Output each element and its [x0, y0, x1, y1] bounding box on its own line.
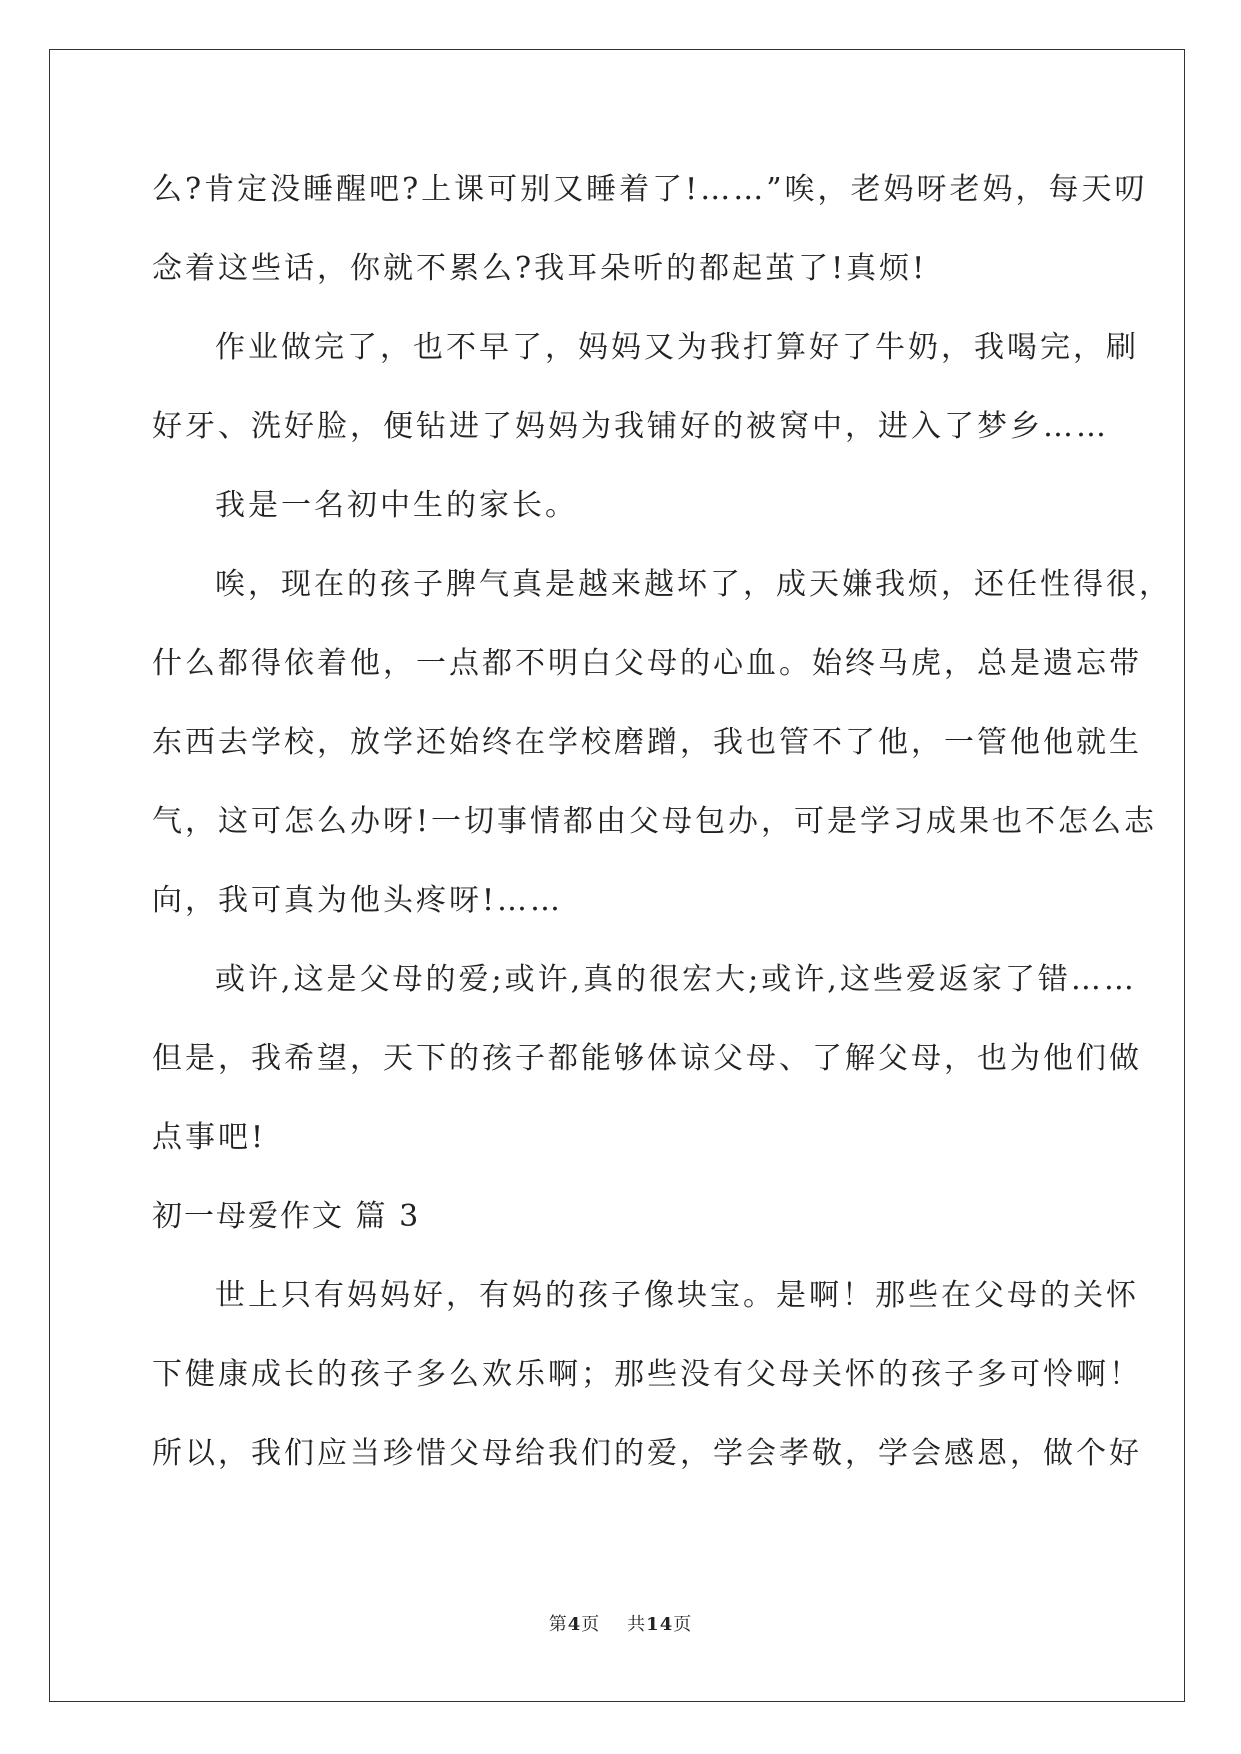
footer-total-suffix: 页: [673, 1614, 693, 1635]
current-page-number: 4: [567, 1614, 582, 1635]
paragraph-start: 作业做完了，也不早了，妈妈又为我打算好了牛奶，我喝完，刷: [215, 330, 1139, 365]
footer-page-suffix: 页: [581, 1614, 601, 1635]
paragraph-start: 或许,这是父母的爱;或许,真的很宏大;或许,这些爱返家了错……: [215, 962, 1137, 997]
text-line: 念着这些话，你就不累么?我耳朵听的都起茧了!真烦!: [152, 251, 928, 286]
total-page-count: 14: [646, 1614, 674, 1635]
text-line: 东西去学校，放学还始终在学校磨蹭，我也管不了他，一管他他就生: [152, 725, 1142, 760]
text-line: 下健康成长的孩子多么欢乐啊；那些没有父母关怀的孩子多可怜啊！: [152, 1357, 1142, 1392]
paragraph-start: 唉，现在的孩子脾气真是越来越坏了，成天嫌我烦，还任性得很，: [215, 567, 1172, 602]
paragraph-start: 世上只有妈妈好，有妈的孩子像块宝。是啊！那些在父母的关怀: [215, 1278, 1139, 1313]
text-line: 气，这可怎么办呀!一切事情都由父母包办，可是学习成果也不怎么志: [152, 804, 1158, 839]
text-line: 点事吧!: [152, 1120, 267, 1155]
text-line: 向，我可真为他头疼呀!……: [152, 883, 564, 918]
section-heading: 初一母爱作文 篇 3: [152, 1199, 421, 1234]
paragraph-start: 我是一名初中生的家长。: [215, 488, 578, 523]
document-body: [152, 150, 1172, 1493]
text-line: 好牙、洗好脸，便钻进了妈妈为我铺好的被窝中，进入了梦乡……: [152, 409, 1109, 444]
page-footer: [0, 1610, 1241, 1636]
text-line: 但是，我希望，天下的孩子都能够体谅父母、了解父母，也为他们做: [152, 1041, 1142, 1076]
text-line: 所以，我们应当珍惜父母给我们的爱，学会孝敬，学会感恩，做个好: [152, 1436, 1142, 1471]
footer-prefix: 第: [548, 1614, 568, 1635]
text-line: 么?肯定没睡醒吧?上课可别又睡着了!……”唉，老妈呀老妈，每天叨: [152, 172, 1148, 207]
text-line: 什么都得依着他，一点都不明白父母的心血。始终马虎，总是遗忘带: [152, 646, 1142, 681]
footer-total-prefix: 共: [627, 1614, 647, 1635]
